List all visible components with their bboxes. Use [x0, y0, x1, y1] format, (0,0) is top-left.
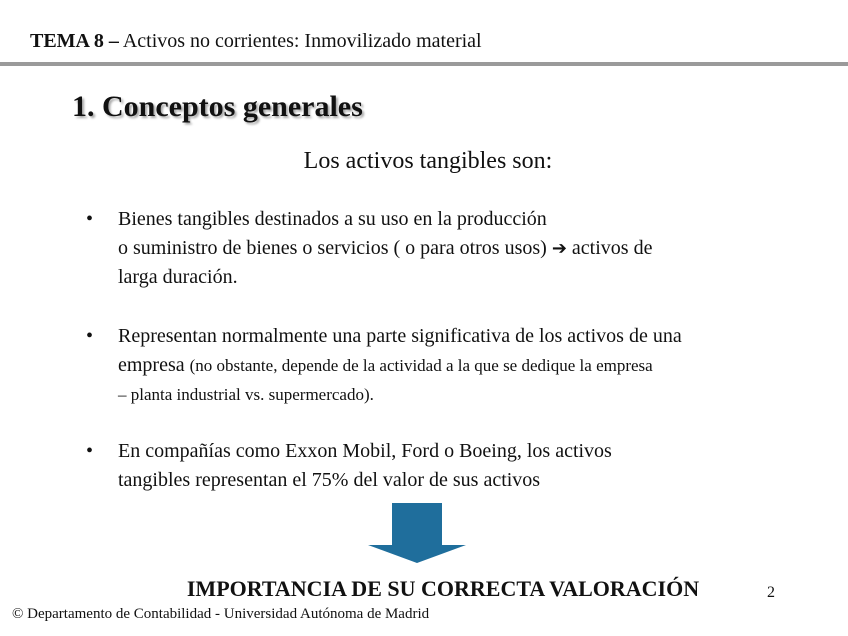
bullet-1-line-1: Bienes tangibles destinados a su uso en la producción — [118, 208, 547, 230]
bullet-1-line-2-text: o suministro de bienes o servicios ( o para otros usos) — [118, 237, 547, 259]
bullet-dot-icon: • — [86, 440, 94, 462]
bullet-1-line-2-end: activos de — [571, 237, 653, 259]
bullet-dot-icon: • — [86, 325, 94, 347]
right-arrow-icon: ➔ — [551, 238, 567, 259]
intro-text: Los activos tangibles son: — [303, 148, 553, 174]
bullet-2-line-2-start: empresa — [118, 354, 185, 376]
bullet-dot-icon: • — [86, 208, 94, 230]
page-number: 2 — [767, 584, 775, 601]
bullet-list — [86, 205, 776, 495]
bullet-1-line-3: larga duración. — [118, 266, 238, 288]
bullet-2-line-3: – planta industrial vs. supermercado). — [118, 385, 374, 404]
bullet-item-3 — [86, 437, 776, 495]
header-divider — [0, 62, 848, 66]
importance-statement: IMPORTANCIA DE SU CORRECTA VALORACIÓN — [186, 576, 700, 601]
footer-copyright: © Departamento de Contabilidad - Universidad Autónoma de Madrid — [12, 606, 430, 622]
bullet-3-line-1: En compañías como Exxon Mobil, Ford o Boeing, los activos — [118, 440, 612, 462]
bullet-item-1 — [86, 205, 776, 292]
bullet-2-line-2 — [118, 351, 776, 380]
bullet-1-line-2 — [118, 234, 776, 263]
bullet-3-line-2: tangibles representan el 75% del valor de sus activos — [118, 469, 541, 491]
header-tema-label: TEMA 8 – — [30, 30, 119, 52]
section-title: 1. Conceptos generales — [72, 90, 363, 123]
bullet-2-line-1: Representan normalmente una parte significativa de los activos de una — [118, 325, 682, 347]
header-title — [30, 30, 482, 53]
slide-header — [0, 0, 848, 62]
header-subtitle: Activos no corrientes: Inmovilizado material — [122, 30, 482, 52]
bullet-2-line-2-note: (no obstante, depende de la actividad a la que se dedique la empresa — [189, 356, 653, 375]
down-arrow-icon — [368, 503, 466, 563]
bullet-item-2 — [86, 322, 776, 409]
